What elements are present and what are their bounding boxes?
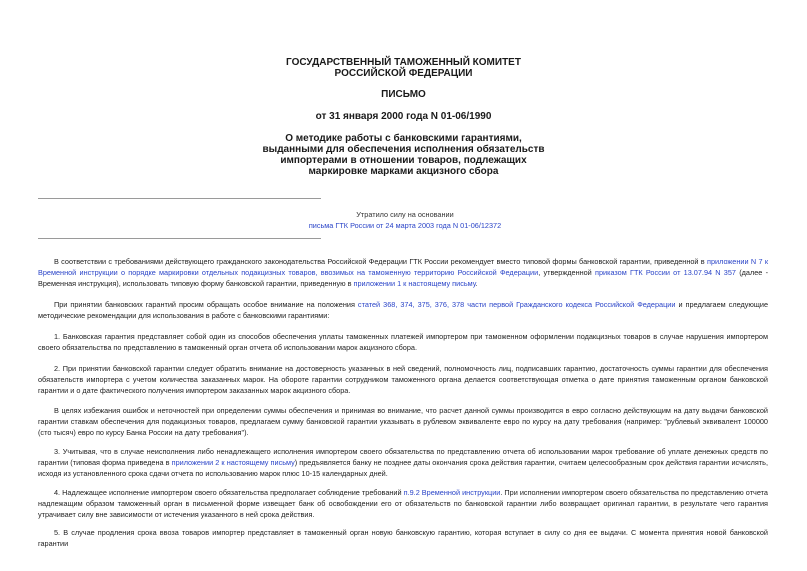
status-note-link-wrap — [240, 220, 570, 231]
document-title-line: маркировке марками акцизного сбора — [308, 166, 499, 177]
paragraph-intro — [38, 256, 768, 289]
paragraph-text: и предлагаем следующие методические рекомендации для использования в работе с банковскими гарантиями: — [38, 300, 768, 320]
issuer-line-2: РОССИЙСКОЙ ФЕДЕРАЦИИ — [334, 68, 473, 79]
paragraph-text: 2. При принятии банковской гарантии следует обратить внимание на достоверность указанных в ней сведений, полномочность лиц, подписавших гарантию, достаточность суммы гарантии для обеспечения обязательств импортера с учетом количества заказанных марок. На обороте гарантии сотрудником таможенного органа делается соответствующая отметка о дате принятия таможенным органом банковской гарантии и о дате фактического получения импортером заказанных марок акцизного сбора. — [38, 364, 768, 395]
paragraph-text: 4. Надлежащее исполнение импортером своего обязательства предполагает соблюдение требований — [54, 488, 404, 497]
paragraph-item-2 — [38, 363, 768, 396]
paragraph-item-4 — [38, 487, 768, 520]
paragraph-text: В соответствии с требованиями действующего гражданского законодательства Российской Федерации ГТК России рекомендует вместо типовой формы банковской гарантии, приведенной в — [54, 257, 708, 266]
paragraph-item-2-note — [38, 405, 768, 438]
divider-bottom — [38, 238, 321, 239]
paragraph-text: . — [475, 279, 478, 288]
appendix-7-link[interactable]: приложении N 7 к Временной инструкции о порядке маркировки отдельных подакцизных товаров, ввозимых на таможенную территорию Российской Федерации — [38, 257, 769, 277]
divider-top — [38, 198, 321, 199]
status-note-text: Утратило силу на основании — [356, 210, 454, 219]
issuer-line-1: ГОСУДАРСТВЕННЫЙ ТАМОЖЕННЫЙ КОМИТЕТ — [286, 57, 521, 68]
document-title-line: выданными для обеспечения исполнения обязательств — [262, 144, 545, 155]
paragraph-text: ) предъявляется банку не позднее даты окончания срока действия гарантии, считаем целесообразным срок действия гарантии исчислять, исходя из установленного срока сдачи отчета по использованию марок плюс 10-15 календарных дней. — [38, 458, 768, 478]
document-title-line: О методике работы с банковскими гарантиями, — [285, 133, 522, 144]
order-357-link[interactable]: приказом ГТК России от 13.07.94 N 357 — [595, 268, 736, 277]
appendix-2-link[interactable]: приложении 2 к настоящему письму — [171, 458, 295, 467]
repeal-document-link[interactable]: письма ГТК России от 24 марта 2003 года N 01-06/12372 — [308, 221, 502, 230]
appendix-1-link[interactable]: приложении 1 к настоящему письму — [353, 279, 476, 288]
paragraph-text: . При исполнении импортером своего обязательства по представлению отчета надлежащим образом таможенный орган в письменной форме извещает банк об освобождении его от обязательств по банковской гарантии либо возвращает оригинал гарантии, в результате чего гарантия утрачивает силу вне зависимости от истечения указанного в ней срока действия. — [38, 488, 768, 519]
paragraph-text: 1. Банковская гарантия представляет собой один из способов обеспечения уплаты таможенных платежей импортером при таможенном оформлении подакцизных товаров в случае нарушения импортером своего обязательства по представлению в таможенный орган отчета об использовании марок акцизного сбора. — [38, 332, 768, 352]
paragraph-text: При принятии банковских гарантий просим обращать особое внимание на положения — [54, 300, 358, 309]
civil-code-articles-link[interactable]: статей 368, 374, 375, 376, 378 части первой Гражданского кодекса Российской Федерации — [357, 300, 676, 309]
paragraph-text: 3. Учитывая, что в случае неисполнения либо ненадлежащего исполнения импортером своего обязательства по представлению отчета об использовании марок требование об уплате денежных средств по гарантии (типовая форма приведена в — [38, 447, 768, 467]
paragraph-item-1 — [38, 331, 768, 353]
instruction-9-2-link[interactable]: п.9.2 Временной инструкции — [403, 488, 501, 497]
paragraph-guidelines — [38, 299, 768, 321]
document-date-number: от 31 января 2000 года N 01-06/1990 — [315, 111, 492, 122]
paragraph-text: , утвержденной — [538, 268, 595, 277]
document-title-line: импортерами в отношении товаров, подлежащих — [280, 155, 527, 166]
paragraph-text: 5. В случае продления срока ввоза товаров импортер представляет в таможенный орган новую банковскую гарантию, которая вступает в силу со дня ее выдачи. С момента принятия новой банковской гарантии — [38, 528, 768, 548]
document-type: ПИСЬМО — [381, 89, 426, 100]
paragraph-text: В целях избежания ошибок и неточностей при определении суммы обеспечения и принимая во внимание, что расчет данной суммы производится в евро согласно действующим на дату выдачи банковской гарантии ставкам обеспечения для подакцизных товаров, предлагаем сумму банковской гарантии указывать в рублевом эквиваленте евро по курсу на дату требования (например: "рублевый эквивалент 100000 (сто тысяч) евро по курсу Банка России на дату требования"). — [38, 406, 768, 437]
paragraph-text: (далее - Временная инструкция), использовать типовую форму банковской гарантии, приведенную в — [38, 268, 769, 288]
paragraph-item-5 — [38, 527, 768, 549]
paragraph-item-3 — [38, 446, 768, 479]
